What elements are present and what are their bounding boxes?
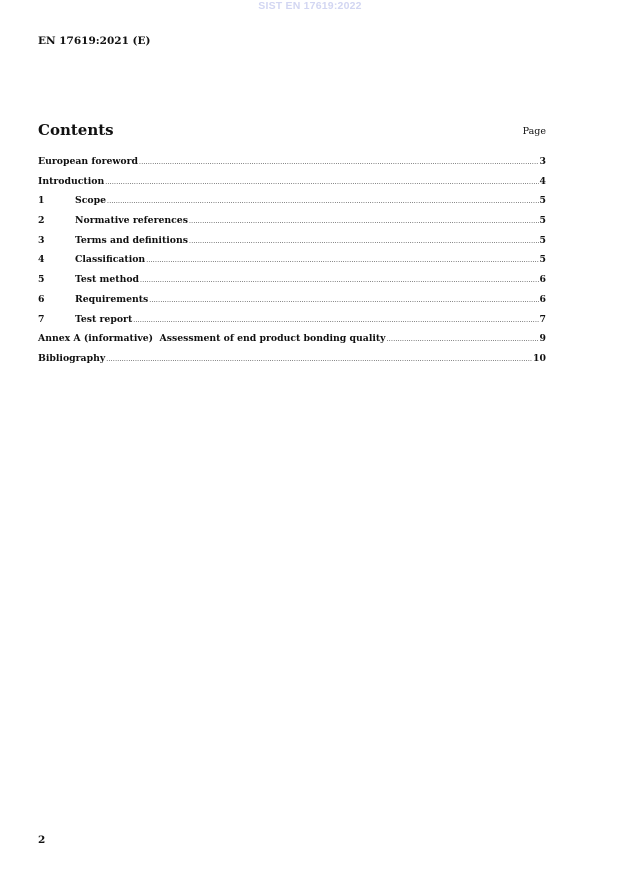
toc-entry-scope[interactable] (38, 195, 546, 215)
toc-entry-page: 4 (539, 175, 546, 187)
toc-entry-number: 5 (38, 274, 45, 286)
toc-entry-page: 10 (533, 352, 546, 364)
toc-entry-number: 3 (38, 234, 45, 246)
toc-entry-european-foreword[interactable] (38, 156, 546, 176)
toc-entry-test-method[interactable] (38, 274, 546, 294)
dot-leader (189, 238, 539, 245)
dot-leader (146, 257, 538, 264)
dot-leader (107, 198, 539, 205)
toc-entry-number: 1 (38, 195, 45, 207)
toc-entry-title: European foreword (38, 156, 138, 167)
contents-heading: Contents (38, 121, 114, 139)
toc-entry-page: 7 (539, 313, 546, 325)
toc-entry-page: 3 (539, 156, 546, 167)
toc-entry-page: 9 (539, 333, 546, 345)
toc-entry-number: 7 (38, 313, 45, 325)
toc-entry-introduction[interactable] (38, 176, 546, 196)
toc-entry-number: 6 (38, 293, 45, 305)
page-column-label: Page (522, 126, 546, 137)
toc-entry-title: Test method (75, 274, 140, 286)
table-of-contents (38, 156, 546, 373)
dot-leader (105, 179, 538, 186)
toc-entry-normative-references[interactable] (38, 215, 546, 235)
toc-entry-title: Normative references (75, 215, 188, 227)
dot-leader (189, 218, 539, 225)
toc-entry-page: 5 (539, 234, 546, 246)
toc-entry-title: Bibliography (38, 352, 106, 364)
dot-leader (133, 317, 538, 324)
toc-entry-number: 2 (38, 215, 45, 227)
toc-entry-terms-and-definitions[interactable] (38, 235, 546, 255)
toc-entry-annex-a[interactable] (38, 333, 546, 353)
toc-entry-number: 4 (38, 254, 45, 266)
watermark: SIST EN 17619:2022 (258, 0, 362, 12)
page-number: 2 (38, 834, 46, 846)
dot-leader (387, 336, 539, 343)
toc-entry-bibliography[interactable] (38, 353, 546, 373)
toc-entry-page: 5 (539, 195, 546, 207)
dot-leader (106, 356, 532, 363)
toc-entry-title: Introduction (38, 175, 105, 187)
toc-entry-classification[interactable] (38, 254, 546, 274)
toc-entry-page: 5 (539, 254, 546, 266)
toc-entry-title: Scope (75, 195, 106, 207)
toc-entry-page: 6 (539, 274, 546, 286)
dot-leader (139, 159, 539, 166)
toc-entry-title: Test report (75, 313, 133, 325)
toc-entry-title: Annex A (informative) Assessment of end product bonding quality (38, 333, 386, 345)
toc-entry-requirements[interactable] (38, 294, 546, 314)
toc-entry-test-report[interactable] (38, 314, 546, 334)
toc-entry-page: 6 (539, 293, 546, 305)
document-id-header: EN 17619:2021 (E) (38, 35, 151, 47)
toc-entry-title: Classification (75, 254, 146, 266)
toc-entry-title: Terms and definitions (75, 234, 188, 246)
dot-leader (140, 277, 538, 284)
toc-entry-page: 5 (539, 215, 546, 227)
dot-leader (149, 297, 538, 304)
toc-entry-title: Requirements (75, 293, 149, 305)
